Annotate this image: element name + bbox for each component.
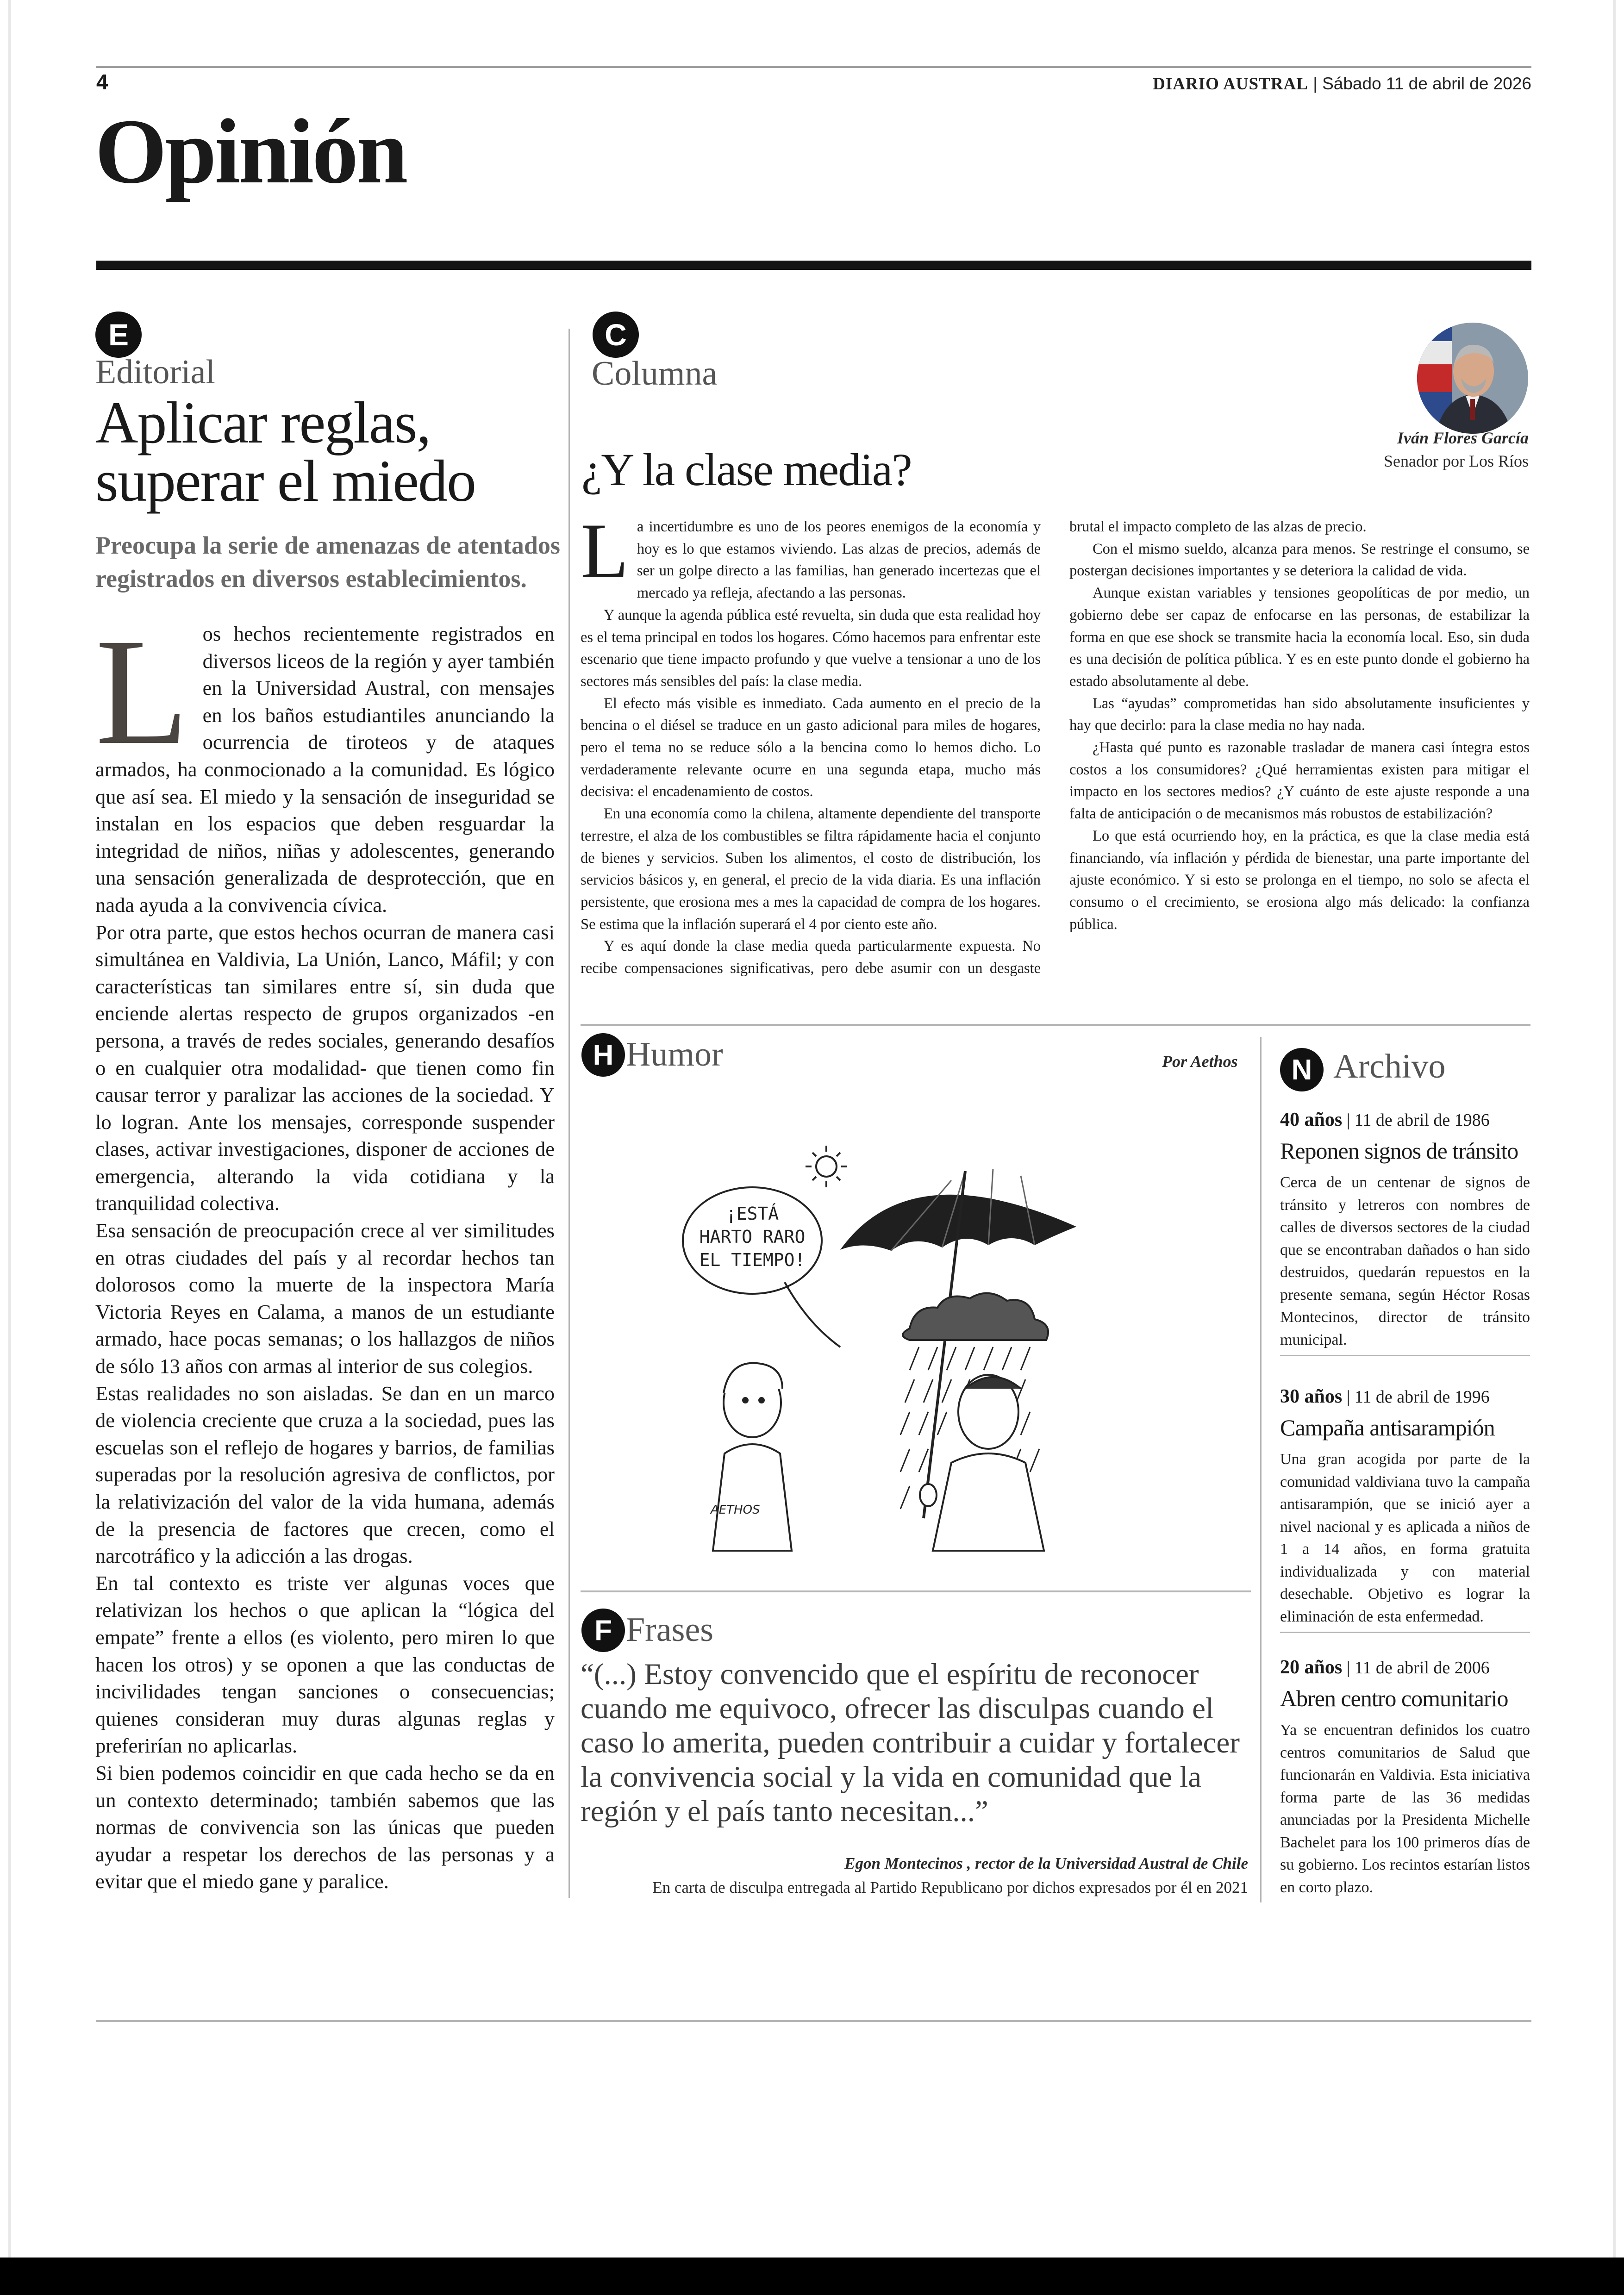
- editorial-body: [95, 607, 555, 1895]
- editorial-divider: [568, 329, 570, 1898]
- archivo-title: Reponen signos de tránsito: [1280, 1138, 1518, 1164]
- bubble-line-3: EL TIEMPO!: [699, 1250, 806, 1270]
- sun-icon: [806, 1146, 847, 1187]
- archivo-item: [1280, 1385, 1530, 1633]
- editorial-headline-line-2: superar el miedo: [95, 448, 475, 514]
- column-bottom-rule: [581, 1024, 1530, 1026]
- column-paragraph: Y aunque la agenda pública esté revuelta, sin duda que esta realidad hoy es el tema principal en todos los hogares. Cómo hacemos para enfrentar este escenario que tiene impacto profundo y que vuelve a tensionar a uno de los sectores más sensibles del país: la clase media.: [581, 606, 1041, 690]
- editorial-kicker: Editorial: [95, 353, 215, 391]
- section-rule: [96, 261, 1531, 270]
- column-paragraph: El efecto más visible es inmediato. Cada aumento en el precio de la bencina o el diésel se traduce en un gasto adicional para miles de hogares, pero el tema no se reduce sólo a la bencina como lo hemos dicho. Lo verdaderamente relevante ocurre en una segunda etapa, mucho más decisiva: el encadenamiento de costos.: [581, 695, 1041, 800]
- frases-kicker: Frases: [626, 1611, 714, 1649]
- top-rule: [96, 66, 1531, 68]
- section-title: Opinión: [95, 100, 406, 203]
- frases-quote: “(...) Estoy convencido que el espíritu de reconocer cuando me equivoco, ofrecer las disculpas cuando el caso lo amerita, pueden contribuir a cuidar y fortalecer la convivencia social y la vida en comunidad que la región y el país tanto necesitan...”: [581, 1658, 1240, 1828]
- editorial-paragraph: Esa sensación de preocupación crece al ver similitudes en otras ciudades del país y al recordar hechos tan dolorosos como la muerte de la inspectora María Victoria Reyes en Calama, a manos de un estudiante armado, hace pocas semanas; o los hallazgos de niños de sólo 13 años con armas al interior de sus colegios.: [95, 1219, 555, 1378]
- editorial-paragraph: En tal contexto es triste ver algunas voces que relativizan los hechos o que aplican la “lógica del empate” frente a ellos (es violento, pero miren lo que hacen los otros) y se oponen a que las conductas de incivilidades tengan sanciones o consecuencias; quienes consideran muy duras algunas reglas y preferirían no aplicarlas.: [95, 1571, 555, 1758]
- column-paragraph: En una economía como la chilena, altamente dependiente del transporte terrestre, el alza de los combustibles se filtra rápidamente hacia el conjunto de bienes y servicios. Suben los alimentos, el costo de distribución, los servicios básicos y, en general, el precio de la vida diaria. Es una inflación persistente, que erosiona mes a mes la capacidad de compra de los hogares. Se estima que la inflación superará el 4 por ciento este año.: [581, 805, 1041, 933]
- archivo-separator: [1280, 1632, 1530, 1633]
- archivo-kicker: Archivo: [1333, 1048, 1446, 1085]
- column-paragraph: Las “ayudas” comprometidas han sido absolutamente insuficientes y hay que decirlo: para la clase media no hay nada.: [1069, 695, 1530, 734]
- archivo-text: Cerca de un centenar de signos de tránsito y letreros con nombres de calles de diversos sectores de la ciudad que se encontraban dañados o han sido destruidos, quedarán repuestos en la presente semana, según Héctor Rosas Montecinos, director de tránsito municipal.: [1280, 1174, 1530, 1348]
- editorial-paragraph: Estas realidades no son aisladas. Se dan en un marco de violencia creciente que cruza a la sociedad, pues las escuelas son el reflejo de hogares y barrios, de familias superadas por la resolución agresiva de conflictos, por la relativización del valor de la vida humana, además de la presencia de factores que crecen, como el narcotráfico y la adicción a las drogas.: [95, 1381, 555, 1568]
- archivo-divider: [1260, 1037, 1262, 1902]
- column-paragraph: Aunque existan variables y tensiones geopolíticas de por medio, un gobierno debe ser capaz de enfocarse en las personas, de estabilizar la forma en que ese shock se transmite hacia la economía local. Eso, sin duda es una decisión de política pública. Y es en este punto donde el gobierno ha estado absolutamente al debe.: [1069, 585, 1530, 690]
- newspaper-name: DIARIO AUSTRAL: [1153, 75, 1308, 94]
- editorial-badge: E: [95, 312, 142, 358]
- issue-date: | Sábado 11 de abril de 2026: [1313, 74, 1531, 93]
- column-paragraph: Y es aquí donde la clase media queda particularmente expuesta. No recibe compensaciones significativas, pero debe asumir con un desgaste brutal el impacto completo de las alzas de precio.: [581, 518, 1367, 977]
- column-paragraph: Lo que está ocurriendo hoy, en la práctica, es que la clase media está financiando, vía inflación y pérdida de bienestar, una parte importante del ajuste económico. Y si esto se prolonga en el tiempo, no solo se afecta el consumo o el crecimiento, se erosiona algo más delicado: la confianza pública.: [1069, 827, 1530, 933]
- archivo-badge: N: [1280, 1048, 1324, 1091]
- editorial-deck: Preocupa la serie de amenazas de atentados registrados en diversos establecimientos.: [95, 531, 560, 592]
- editorial-dropcap: L: [95, 607, 189, 776]
- column-headline: ¿Y la clase media?: [581, 444, 912, 495]
- archivo-date: 40 años | 11 de abril de 1986: [1280, 1109, 1490, 1130]
- frases-context: En carta de disculpa entregada al Partido Republicano por dichos expresados por él en 2021: [652, 1878, 1248, 1896]
- archivo-title: Campaña antisarampión: [1280, 1415, 1495, 1441]
- column-paragraph: Con el mismo sueldo, alcanza para menos. Se restringe el consumo, se postergan decisiones importantes y se deteriora la calidad de vida.: [1069, 540, 1530, 580]
- page-number: 4: [96, 70, 108, 94]
- cloud-icon: [903, 1293, 1048, 1340]
- author-role: Senador por Los Ríos: [1384, 452, 1529, 470]
- humor-kicker: Humor: [626, 1035, 723, 1073]
- footer-bar: [0, 2258, 1624, 2295]
- bubble-line-1: ¡ESTÁ: [725, 1204, 779, 1224]
- character-left: [713, 1363, 792, 1551]
- humor-cartoon: [669, 1129, 1113, 1555]
- editorial-paragraph: Por otra parte, que estos hechos ocurran de manera casi simultánea en Valdivia, La Unión, Lanco, Máfil; y con características tan similares entre sí, sin duda que enciende alertas respecto de grupos organizados -en persona, a través de redes sociales, generando desafíos o en cualquier otra modalidad- que tienen como fin causar terror y paralizar las acciones de la sociedad. Y lo logran. Ante los mensajes, corresponde suspender clases, activar investigaciones, disponer de acciones de emergencia, alterando la vida cotidiana y la tranquilidad colectiva.: [95, 920, 555, 1215]
- column-body: [581, 507, 1530, 1011]
- editorial-headline-line-1: Aplicar reglas,: [95, 390, 431, 455]
- archivo-date: 20 años | 11 de abril de 2006: [1280, 1657, 1490, 1678]
- left-margin-line: [8, 0, 11, 2259]
- cartoon-signature: AETHOS: [711, 1503, 760, 1517]
- frases-badge: F: [581, 1609, 625, 1652]
- column-kicker: Columna: [592, 355, 718, 393]
- right-margin-line: [1613, 0, 1616, 2259]
- editorial-headline: [95, 390, 558, 514]
- column-dropcap: L: [581, 507, 629, 594]
- archivo-text: Ya se encuentran definidos los cuatro centros comunitarios de Salud que funcionarán en Valdivia. Esta iniciativa forma parte de las 36 medidas anunciadas por la Presidenta Michelle Bachelet para los 100 primeros días de su gobierno. Los recintos estarían listos en corto plazo.: [1280, 1721, 1530, 1896]
- archivo-item: [1280, 1109, 1530, 1356]
- editorial-paragraph: Si bien podemos coincidir en que cada hecho se da en un contexto determinado; también sabemos que las normas de convivencia son las únicas que pueden ayudar a respetar los derechos de las personas y a evitar que el miedo gane y paralice.: [95, 1761, 555, 1893]
- column-badge: C: [593, 312, 639, 358]
- author-photo: [1417, 323, 1528, 434]
- archivo-text: Una gran acogida por parte de la comunidad valdiviana tuvo la campaña antisarampión, que se inició ayer a nivel nacional y es aplicada a niños de 1 a 14 años, en forma gratuita individualizada y con material desechable. Objetivo es lograr la eliminación de esta enfermedad.: [1280, 1451, 1530, 1625]
- column-paragraph: La incertidumbre es uno de los peores enemigos de la economía y hoy es lo que estamos viviendo. Las alzas de precios, además de ser un golpe directo a las familias, han generado incertezas que el mercado ya refleja, afectando a las personas.: [581, 507, 1041, 602]
- archivo-separator: [1280, 1355, 1530, 1356]
- column-paragraph: ¿Hasta qué punto es razonable trasladar de manera casi íntegra estos costos a los consumidores? ¿Qué herramientas existen para mitigar el impacto en los sectores medios? ¿Y cuánto de este ajuste responde a una falta de anticipación o de mecanismos más robustos de estabilización?: [1069, 739, 1530, 823]
- masthead: [1153, 74, 1531, 94]
- archivo-date: 30 años | 11 de abril de 1996: [1280, 1386, 1490, 1407]
- humor-byline: Por Aethos: [1162, 1052, 1238, 1071]
- humor-badge: H: [581, 1033, 625, 1077]
- bottom-rule: [96, 2020, 1531, 2022]
- bubble-line-2: HARTO RARO: [699, 1227, 806, 1247]
- author-name: Iván Flores García: [1397, 429, 1529, 447]
- editorial-paragraph: Los hechos recientemente registrados en diversos liceos de la región y ayer también en la Universidad Austral, con mensajes en los baños estudiantiles anunciando la ocurrencia de tiroteos y de ataques armados, ha conmocionado a la comunidad. Es lógico que así sea. El miedo y la sensación de inseguridad se instalan en los espacios que deben resguardar la integridad de niños, niñas y adolescentes, generando una sensación generalizada de desprotección, que en nada ayuda a la convivencia cívica.: [95, 607, 555, 917]
- humor-bottom-rule: [581, 1590, 1251, 1592]
- archivo-title: Abren centro comunitario: [1280, 1685, 1508, 1711]
- archivo-item: [1280, 1656, 1530, 1899]
- frases-author: Egon Montecinos , rector de la Universidad Austral de Chile: [844, 1854, 1248, 1872]
